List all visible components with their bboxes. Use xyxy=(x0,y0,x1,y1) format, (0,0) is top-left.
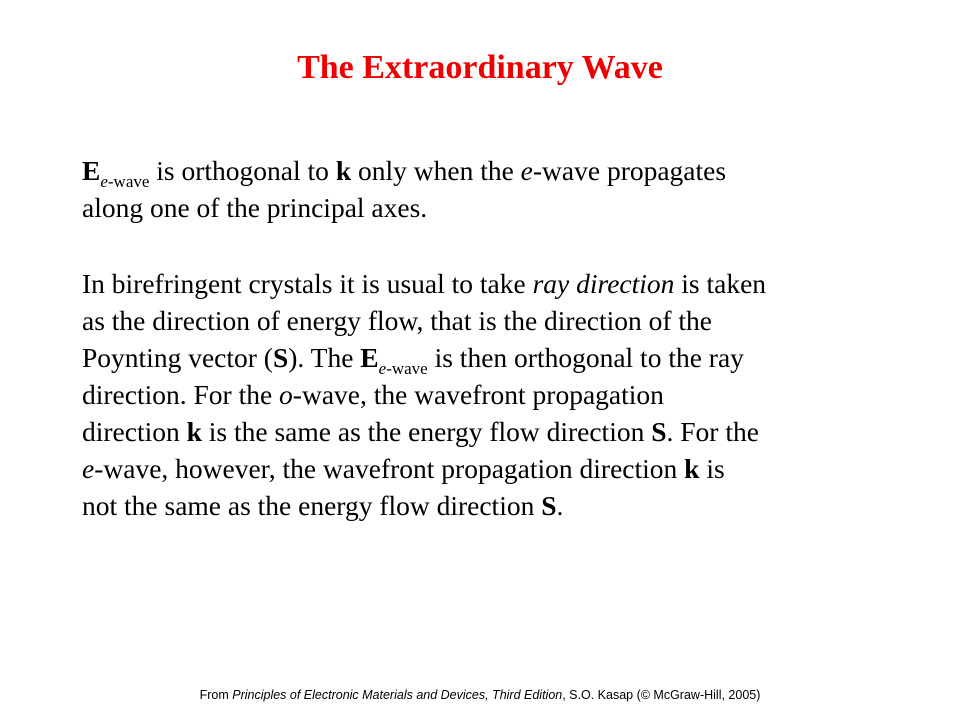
e-field-symbol: E xyxy=(360,342,379,373)
k-vector-symbol: k xyxy=(684,453,700,484)
source-citation: From Principles of Electronic Materials and Devices, Third Edition, S.O. Kasap (© McGraw-Hill, 2005) xyxy=(199,688,761,702)
e-wave-subscript: e-wave xyxy=(378,359,428,378)
poynting-symbol: S xyxy=(272,342,289,373)
text-line: along one of the principal axes. xyxy=(82,192,428,223)
text-line: e-wave, however, the wavefront propagation direction k is xyxy=(82,453,725,484)
k-vector-symbol: k xyxy=(335,155,352,186)
paragraph-orthogonality xyxy=(82,152,882,226)
poynting-symbol: S xyxy=(541,490,557,521)
text-line: Poynting vector (S). The $E_{e-wave}$ is then orthogonal to the ray xyxy=(82,342,744,378)
paragraph-ray-direction xyxy=(82,265,882,524)
ray-direction-term: ray direction xyxy=(532,268,675,299)
e-wave-subscript: e-wave xyxy=(100,172,150,191)
text-line: In birefringent crystals it is usual to take ray direction is taken xyxy=(82,268,767,299)
o-italic: o xyxy=(279,379,293,410)
text-line: direction. For the o-wave, the wavefront propagation xyxy=(82,379,664,410)
e-italic: e xyxy=(82,453,95,484)
slide-title: The Extraordinary Wave xyxy=(297,49,663,86)
text-line: $E_{e-wave}$ is orthogonal to k only when the e-wave propagates xyxy=(82,155,727,191)
text-line: as the direction of energy flow, that is the direction of the xyxy=(82,305,713,336)
e-field-symbol: E xyxy=(82,155,101,186)
text-line: direction k is the same as the energy flow direction S. For the xyxy=(82,416,759,447)
text-line: not the same as the energy flow direction S. xyxy=(82,490,564,521)
e-italic: e xyxy=(520,155,533,186)
book-title: Principles of Electronic Materials and Devices, Third Edition xyxy=(232,688,563,702)
k-vector-symbol: k xyxy=(186,416,202,447)
poynting-symbol: S xyxy=(651,416,667,447)
